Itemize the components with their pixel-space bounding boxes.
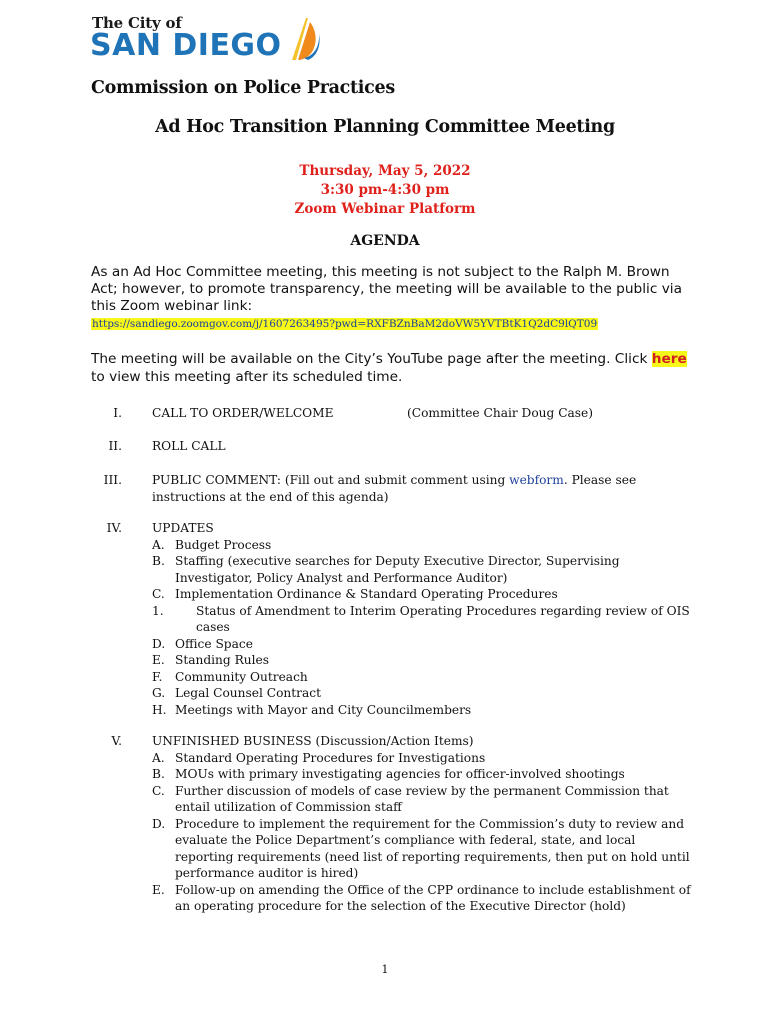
list-item bbox=[152, 702, 692, 719]
meeting-datetime bbox=[0, 162, 770, 219]
sub-list-item bbox=[152, 603, 692, 636]
list-item bbox=[152, 652, 692, 669]
list-item bbox=[152, 685, 692, 702]
agenda-item-number: I. bbox=[113, 406, 122, 420]
commission-name: Commission on Police Practices bbox=[91, 78, 395, 98]
agenda-item-title bbox=[152, 472, 652, 505]
webform-link[interactable]: webform bbox=[509, 473, 564, 487]
list-item-text: MOUs with primary investigating agencies for officer-involved shootings bbox=[175, 767, 625, 781]
agenda-item-body bbox=[152, 733, 692, 915]
zoom-link-line bbox=[91, 318, 598, 330]
list-item-text: Legal Counsel Contract bbox=[175, 686, 321, 700]
logo-big-text: SAN DIEGO bbox=[90, 28, 282, 63]
city-logo bbox=[90, 14, 325, 66]
list-item bbox=[152, 783, 692, 816]
agenda-item-title: UPDATES bbox=[152, 521, 214, 535]
list-item bbox=[152, 636, 692, 653]
youtube-text-before: The meeting will be available on the City’s YouTube page after the meeting. Click bbox=[91, 351, 648, 367]
list-item bbox=[152, 882, 692, 915]
here-link[interactable]: here bbox=[651, 351, 687, 367]
list-letter: F. bbox=[152, 669, 163, 684]
agenda-item-number: II. bbox=[108, 439, 122, 453]
youtube-text-after: to view this meeting after its scheduled time. bbox=[91, 369, 403, 385]
list-letter: A. bbox=[152, 537, 165, 552]
list-item-text: Implementation Ordinance & Standard Operating Procedures bbox=[175, 587, 558, 601]
agenda-item-title: UNFINISHED BUSINESS (Discussion/Action Items) bbox=[152, 734, 474, 748]
list-item-text: Meetings with Mayor and City Councilmembers bbox=[175, 702, 472, 717]
updates-list bbox=[152, 537, 692, 719]
list-item-text: Status of Amendment to Interim Operating Procedures regarding review of OIS cases bbox=[196, 603, 690, 634]
agenda-item-title: CALL TO ORDER/WELCOME bbox=[152, 406, 334, 420]
list-item-text: Community Outreach bbox=[175, 669, 308, 684]
agenda-item-body bbox=[152, 520, 692, 718]
list-item-text: Office Space bbox=[175, 636, 253, 651]
list-item bbox=[152, 553, 692, 586]
list-item-text: Staffing (executive searches for Deputy Executive Director, Supervising Investigator, Policy Analyst and Performance Auditor) bbox=[175, 554, 620, 585]
meeting-time: 3:30 pm-4:30 pm bbox=[320, 182, 450, 198]
list-letter: A. bbox=[152, 750, 165, 765]
list-item-text: Standard Operating Procedures for Investigations bbox=[175, 750, 486, 765]
agenda-item-number: IV. bbox=[106, 521, 122, 535]
agenda-heading: AGENDA bbox=[350, 233, 420, 249]
list-item-text: Budget Process bbox=[175, 537, 272, 552]
agenda-item-number: V. bbox=[111, 734, 122, 748]
list-item-text: Follow-up on amending the Office of the CPP ordinance to include establishment of an operating procedure for the selection of the Executive Director (hold) bbox=[175, 882, 691, 913]
public-comment-text: PUBLIC COMMENT: (Fill out and submit comment using bbox=[152, 473, 506, 487]
sun-sail-icon bbox=[286, 16, 322, 62]
list-item-text: Standing Rules bbox=[175, 653, 269, 667]
meeting-date: Thursday, May 5, 2022 bbox=[299, 163, 471, 179]
list-item bbox=[152, 537, 692, 554]
agenda-item-number: III. bbox=[103, 473, 122, 487]
list-letter: C. bbox=[152, 783, 165, 798]
agenda-item-title: ROLL CALL bbox=[152, 439, 226, 453]
list-letter: H. bbox=[152, 702, 167, 717]
list-item bbox=[152, 669, 692, 686]
list-letter: B. bbox=[152, 554, 165, 568]
list-item-text: Further discussion of models of case review by the permanent Commission that entail utilization of Commission staff bbox=[175, 783, 669, 814]
zoom-webinar-link[interactable]: https://sandiego.zoomgov.com/j/1607263495?pwd=RXFBZnBaM2doVW5YVTBtK1Q2dC9lQT09 bbox=[92, 318, 598, 330]
list-letter: C. bbox=[152, 587, 165, 601]
list-letter: D. bbox=[152, 636, 166, 651]
list-number: 1. bbox=[152, 603, 164, 618]
list-item bbox=[152, 766, 692, 783]
meeting-platform: Zoom Webinar Platform bbox=[294, 201, 476, 217]
list-letter: G. bbox=[152, 686, 166, 700]
page-number: 1 bbox=[381, 963, 389, 976]
list-item-text: Procedure to implement the requirement for the Commission’s duty to review and evaluate the Police Department’s compliance with federal, state, and local reporting requirements (need list of reporting requirements, then put on hold until performance auditor is hired) bbox=[175, 816, 690, 880]
youtube-paragraph bbox=[91, 350, 691, 386]
list-letter: E. bbox=[152, 882, 165, 897]
intro-paragraph: As an Ad Hoc Committee meeting, this meeting is not subject to the Ralph M. Brown Act; however, to promote transparency, the meeting will be available to the public via this Zoom webinar link: bbox=[91, 264, 682, 314]
list-letter: E. bbox=[152, 653, 165, 667]
agenda-item-note: (Committee Chair Doug Case) bbox=[407, 406, 594, 420]
meeting-title: Ad Hoc Transition Planning Committee Meeting bbox=[155, 117, 615, 137]
list-letter: B. bbox=[152, 767, 165, 781]
logo-small-text: The City of bbox=[92, 14, 182, 32]
public-comment-text-after: . Please see instructions at the end of this agenda) bbox=[152, 473, 637, 504]
list-item bbox=[152, 586, 692, 603]
list-item bbox=[152, 750, 692, 767]
list-item bbox=[152, 816, 692, 882]
unfinished-business-list bbox=[152, 750, 692, 915]
list-letter: D. bbox=[152, 816, 166, 831]
